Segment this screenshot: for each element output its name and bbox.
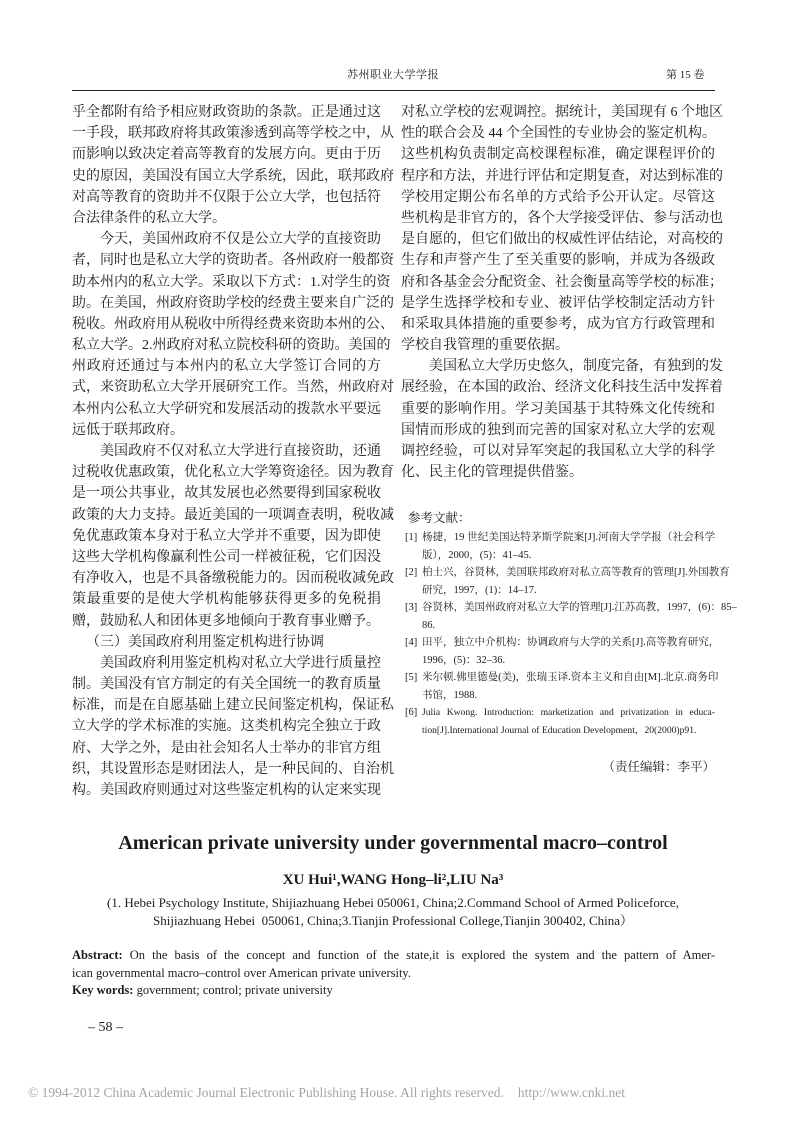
abstract-line: ican governmental macro–control over American private university.: [72, 966, 411, 980]
affiliation-line: (1. Hebei Psychology Institute, Shijiazhuang Hebei 050061, China;2.Command School of Armed Policeforce,: [107, 895, 679, 910]
reference-text: [422, 564, 730, 599]
english-keywords: [72, 981, 715, 999]
text-line: 政策的大力支持。最近美国的一项调查表明，税收减: [72, 507, 394, 523]
text-line: 是一项公共事业，故其发展也必然要得到国家税收: [72, 486, 381, 502]
english-authors: XU Hui¹,WANG Hong–li²,LIU Na³: [282, 872, 504, 888]
paragraph: [72, 102, 394, 229]
paragraph: [72, 229, 394, 441]
reference-line: 1996，(5)：32–36.: [422, 654, 506, 666]
text-line: 学校用定期公布名单的方式给予公开认定。尽管这: [401, 189, 715, 205]
keywords-label: Key words:: [72, 983, 134, 997]
text-line: 程序和方法，并进行评估和定期复查，对达到标准的: [401, 168, 723, 184]
reference-number: [6]: [405, 707, 418, 718]
reference-line: Julia Kwong. Introduction: marketization and privatization in educa-: [422, 707, 715, 718]
copyright-footer: [28, 1083, 625, 1103]
english-affiliations: [0, 894, 786, 930]
text-line: 府、大学之外，是由社会知名人士举办的非官方组: [72, 740, 381, 756]
text-line: 调控经验，可以对异军突起的我国私立大学的科学: [401, 444, 715, 459]
abstract-text: On the basis of the concept and function of the state,it is explored the system and the pattern of Amer-: [129, 948, 716, 962]
text-line: 化、民主化的管理提供借鉴。: [401, 465, 583, 481]
text-line: 私立大学。2.州政府对私立院校科研的资助。美国的: [72, 338, 391, 354]
abstract-line: [72, 946, 715, 964]
paragraph: [72, 441, 394, 632]
reference-text: [422, 599, 737, 634]
text-line: 今天，美国州政府不仅是公立大学的直接资助: [100, 232, 381, 248]
english-title: American private university under governmental macro–control: [118, 832, 668, 854]
reference-item: [405, 564, 730, 599]
english-abstract: [72, 946, 715, 982]
text-line: 赠，鼓励私人和团体更多地倾向于教育事业赠予。: [72, 613, 380, 629]
reference-line: 杨捷，19 世纪美国达特茅斯学院案[J].河南大学学报（社会科学: [422, 532, 715, 543]
text-line: 助本州内的私立大学。采取以下方式：1.对学生的资: [72, 274, 391, 290]
header-rule: [72, 90, 715, 91]
reference-line: 米尔顿.佛里德曼(美)，张瑞玉译.资本主义和自由[M].北京.商务印: [422, 672, 719, 683]
reference-item: [405, 599, 737, 634]
text-line: 对私立学校的宏观调控。据统计，美国现有 6 个地区: [401, 105, 723, 120]
editor-note: （责任编辑：李平）: [602, 760, 715, 774]
left-text-column: [72, 102, 394, 801]
reference-line: 86.: [422, 619, 436, 631]
text-line: 过税收优惠政策，优化私立大学筹资途径。因为教育: [72, 465, 394, 481]
text-line: 学校自我管理的重要依据。: [401, 338, 569, 354]
reference-number: [3]: [405, 602, 418, 613]
text-line: 税收。州政府用从税收中所得经费来资助本州的公、: [72, 316, 394, 332]
footer-url: http://www.cnki.net: [517, 1085, 626, 1100]
text-line: 合法律条件的私立大学。: [72, 210, 226, 226]
reference-text: [422, 634, 720, 669]
reference-line: 研究，1997，(1)：14–17.: [422, 584, 537, 596]
text-line: 制。美国没有官方制定的有关全国统一的教育质量: [72, 677, 381, 693]
text-line: 策最重要的是使大学机构能够获得更多的免税捐: [72, 592, 381, 608]
reference-line: 田平，独立中介机构：协调政府与大学的关系[J].高等教育研究，: [422, 637, 720, 648]
text-line: 构。美国政府则通过对这些鉴定机构的认定来实现: [72, 783, 381, 798]
reference-item: [405, 704, 715, 739]
text-line: 些机构是非官方的，各个大学接受评估、参与活动也: [401, 210, 723, 226]
reference-text: [422, 704, 715, 739]
paragraph: [401, 102, 723, 356]
text-line: 国情而形成的独到而完善的国家对私立大学的宏观: [401, 422, 715, 438]
paragraph: [401, 356, 723, 483]
references-section: [405, 508, 737, 739]
reference-line: 柏士兴，谷贤林，美国联邦政府对私立高等教育的管理[J].外国教育: [422, 567, 730, 578]
text-line: 标准，而是在自愿基础上建立民间鉴定机构，保证私: [72, 698, 394, 714]
reference-line: 谷贤林，美国州政府对私立大学的管理[J].江苏高教，1997，(6)：85–: [422, 602, 737, 613]
paragraph: [72, 653, 394, 801]
abstract-label: Abstract:: [72, 948, 123, 962]
page-number: – 58 –: [88, 1020, 123, 1035]
references-heading: 参考文献：: [408, 511, 471, 525]
right-text-column: [401, 102, 723, 483]
reference-line: tion[J].International Journal of Education Development，20(2000)p91.: [422, 724, 697, 736]
text-line: 州政府还通过与本州内的私立大学签订合同的方: [72, 359, 381, 375]
copyright-text: © 1994-2012 China Academic Journal Electronic Publishing House. All rights reserved.: [28, 1085, 504, 1100]
text-line: 美国私立大学历史悠久，制度完备，有独到的发: [429, 359, 723, 375]
text-line: 远低于联邦政府。: [72, 422, 184, 438]
text-line: 重要的影响作用。学习美国基于其特殊文化传统和: [401, 401, 715, 417]
text-line: 生存和声誉产生了至关重要的影响，并成为各级政: [401, 253, 715, 269]
text-line: 性的联合会及 44 个全国性的专业协会的鉴定机构。: [401, 126, 716, 142]
text-line: 有净收入，也是不具备缴税能力的。因而税收减免政: [72, 571, 394, 587]
text-line: 织，其设置形态是财团法人，是一种民间的、自治机: [72, 761, 394, 777]
reference-line: 书馆，1988.: [422, 689, 478, 701]
text-line: 是学生选择学校和专业、被评估学校制定活动方针: [401, 295, 715, 311]
text-line: 助。在美国，州政府资助学校的经费主要来自广泛的: [72, 295, 394, 311]
text-line: 这些大学机构像赢利性公司一样被征税，它们因没: [72, 549, 381, 565]
reference-item: [405, 669, 719, 704]
text-line: 本州内公私立大学研究和发展活动的拨款水平要远: [72, 401, 381, 417]
text-line: 立大学的学术标准的实施。这类机构完全独立于政: [72, 719, 381, 735]
volume-number: 第 15 卷: [666, 69, 705, 81]
text-line: 而影响以致决定着高等教育的发展方向。更由于历: [72, 147, 381, 163]
reference-item: [405, 634, 720, 669]
reference-item: [405, 529, 715, 564]
text-line: 对高等教育的资助并不仅限于公立大学，也包括符: [72, 189, 381, 205]
text-line: 美国政府利用鉴定机构对私立大学进行质量控: [100, 655, 381, 671]
reference-text: [422, 529, 715, 564]
reference-number: [4]: [405, 637, 418, 648]
text-line: 是自愿的，但它们做出的权威性评估结论，对高校的: [401, 232, 723, 248]
section-heading: （三）美国政府利用鉴定机构进行协调: [86, 634, 324, 650]
text-line: 展经验，在本国的政治、经济文化科技生活中发挥着: [401, 380, 723, 396]
reference-number: [5]: [405, 672, 418, 683]
text-line: 史的原因，美国没有国立大学系统，因此，联邦政府: [72, 168, 394, 184]
text-line: 者，同时也是私立大学的资助者。各州政府一般都资: [72, 253, 394, 269]
text-line: 一手段，联邦政府将其政策渗透到高等学校之中，从: [72, 126, 394, 142]
reference-line: 版），2000，(5)：41–45.: [422, 549, 532, 561]
reference-text: [422, 669, 719, 704]
keywords-text: government; control; private university: [136, 983, 333, 997]
text-line: 美国政府不仅对私立大学进行直接资助，还通: [100, 444, 381, 459]
affiliation-line: Shijiazhuang Hebei 050061, China;3.Tianjin Professional College,Tianjin 300402, China）: [152, 913, 634, 928]
reference-number: [1]: [405, 532, 418, 543]
journal-name: 苏州职业大学学报: [347, 69, 439, 81]
reference-number: [2]: [405, 567, 418, 578]
text-line: 乎全都附有给予相应财政资助的条款。正是通过这: [72, 105, 381, 120]
text-line: 和采取具体措施的重要参考，成为官方行政管理和: [401, 316, 715, 332]
text-line: 府和各基金会分配资金、社会衡量高等学校的标准；: [401, 274, 723, 290]
text-line: 免优惠政策本身对于私立大学并不重要，因为即使: [72, 528, 381, 544]
text-line: 这些机构负责制定高校课程标准，确定课程评价的: [401, 147, 715, 163]
text-line: 式，来资助私立大学开展研究工作。当然，州政府对: [72, 380, 394, 396]
